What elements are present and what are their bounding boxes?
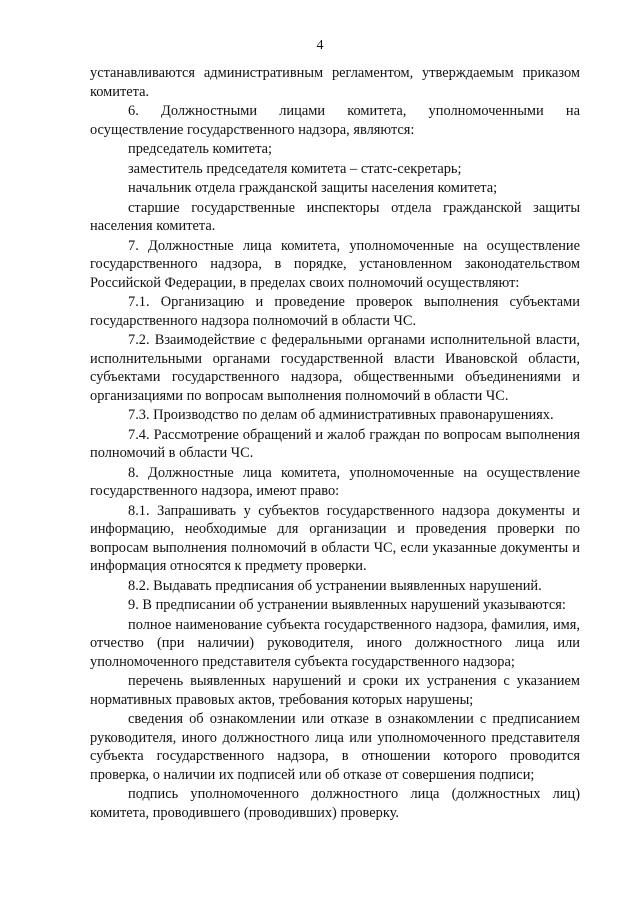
paragraph: сведения об ознакомлении или отказе в ознакомлении с предписанием руководителя, иного должностного лица или уполномоченного представителя субъекта государственного надзора, в отношении которого проводится проверка, о наличии их подписей или об отказе от совершения подписи; bbox=[90, 711, 580, 783]
page-number: 4 bbox=[316, 38, 324, 53]
paragraph: 7.4. Рассмотрение обращений и жалоб граждан по вопросам выполнения полномочий в области ЧС. bbox=[90, 426, 580, 461]
paragraph: 7.3. Производство по делам об административных правонарушениях. bbox=[128, 407, 554, 423]
paragraph: перечень выявленных нарушений и сроки их устранения с указанием нормативных правовых актов, требования которых нарушены; bbox=[90, 673, 580, 708]
paragraph: 7.1. Организацию и проведение проверок выполнения субъектами государственного надзора полномочий в области ЧС. bbox=[90, 294, 580, 329]
document-body bbox=[90, 64, 580, 822]
paragraph: 7.2. Взаимодействие с федеральными органами исполнительной власти, исполнительными органами государственной власти Ивановской области, субъектами государственного надзора, общественными объединениями и организациями по вопросам выполнения полномочий в области ЧС. bbox=[90, 332, 580, 404]
paragraph: начальник отдела гражданской защиты населения комитета; bbox=[128, 180, 498, 196]
paragraph: 9. В предписании об устранении выявленных нарушений указываются: bbox=[128, 597, 566, 613]
paragraph: 6. Должностными лицами комитета, уполномоченными на осуществление государственного надзора, являются: bbox=[90, 103, 580, 138]
paragraph: устанавливаются административным регламентом, утверждаемым приказом комитета. bbox=[90, 65, 580, 100]
paragraph: подпись уполномоченного должностного лица (должностных лиц) комитета, проводившего (проводивших) проверку. bbox=[90, 786, 580, 821]
paragraph: заместитель председателя комитета – статс-секретарь; bbox=[128, 160, 462, 177]
paragraph: 8.2. Выдавать предписания об устранении выявленных нарушений. bbox=[128, 577, 542, 594]
paragraph: старшие государственные инспекторы отдела гражданской защиты населения комитета. bbox=[90, 199, 580, 234]
paragraph: 8.1. Запрашивать у субъектов государственного надзора документы и информацию, необходимые для организации и проведения проверки по вопросам выполнения полномочий в области ЧС, если указанные документы и информация относятся к предмету проверки. bbox=[90, 502, 580, 574]
paragraph: 8. Должностные лица комитета, уполномоченные на осуществление государственного надзора, имеют право: bbox=[90, 464, 580, 499]
paragraph: полное наименование субъекта государственного надзора, фамилия, имя, отчество (при наличии) руководителя, иного должностного лица или уполномоченного представителя субъекта государственного надзора; bbox=[90, 616, 580, 670]
paragraph: 7. Должностные лица комитета, уполномоченные на осуществление государственного надзора, в порядке, установленном законодательством Российской Федерации, в пределах своих полномочий осуществляют: bbox=[90, 237, 580, 291]
paragraph: председатель комитета; bbox=[128, 141, 273, 157]
